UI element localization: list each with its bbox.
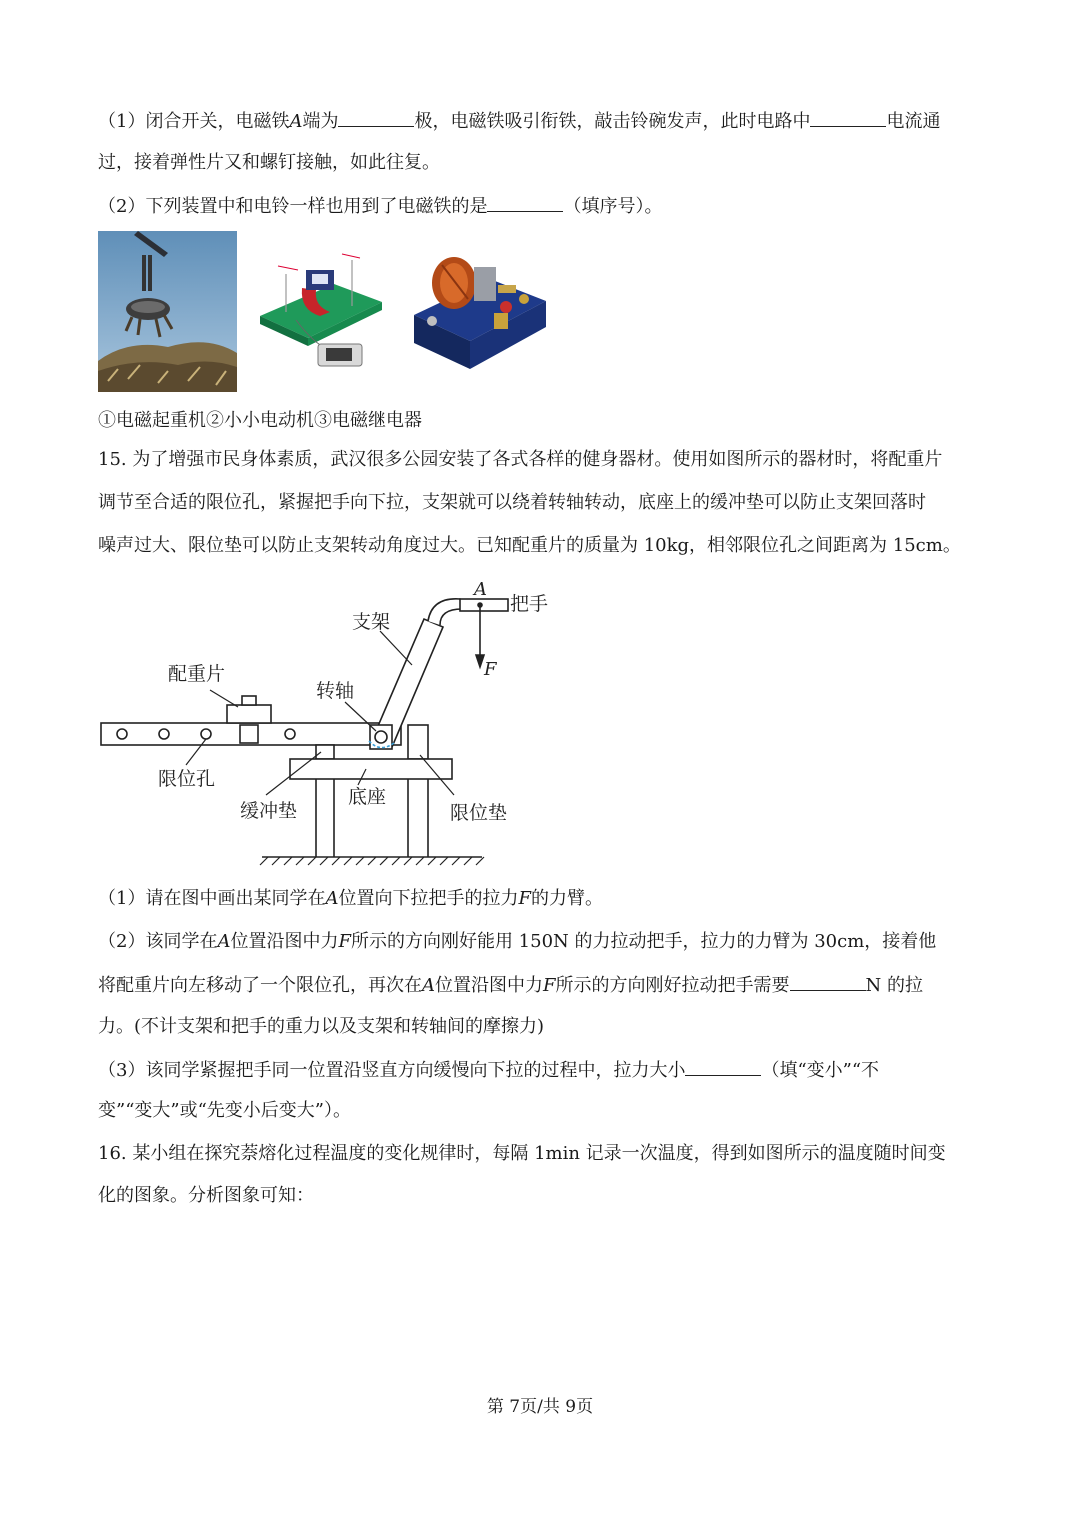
var-A: A (422, 975, 435, 996)
pivot-axis (375, 731, 387, 743)
q15-intro-line1 (98, 448, 942, 472)
var-F: F (338, 931, 351, 952)
photo-small-electric-motor (256, 240, 386, 380)
label-F: F (484, 659, 497, 680)
text: 噪声过大、限位垫可以防止支架转动角度过大。已知配重片的质量为 10kg，相邻限位孔之间距离为 15cm。 (98, 535, 961, 556)
text: （2）该同学在 (98, 931, 218, 952)
photo-electromagnetic-crane (98, 231, 237, 392)
fitness-equipment-figure (90, 575, 560, 870)
buffer-pad (316, 745, 334, 759)
text: 15. 为了增强市民身体素质，武汉很多公园安装了各式各样的健身器材。使用如图所示的器材时，将配重片 (98, 449, 943, 470)
q16-line1 (98, 1142, 946, 1166)
var-A: A (217, 931, 231, 952)
answer-blank-pole[interactable] (338, 108, 414, 127)
text: 所示的方向刚好能用 150N 的力拉动把手，拉力的力臂为 30cm，接着他 (350, 931, 937, 952)
text: （填序号）。 (563, 196, 663, 217)
text: 位置沿图中力 (230, 931, 339, 952)
text: （填“变小”“不 (761, 1060, 880, 1081)
text: 变”“变大”或“先变小后变大”）。 (98, 1100, 352, 1121)
label-handle: 把手 (510, 593, 549, 615)
q16-line2 (98, 1184, 314, 1208)
handle (460, 599, 508, 611)
label-base: 底座 (348, 786, 387, 808)
label-limit-hole: 限位孔 (158, 768, 216, 790)
text: 化的图象。分析图象可知： (98, 1185, 314, 1206)
base (290, 759, 452, 779)
label-stop-pad: 限位垫 (450, 802, 508, 824)
answer-blank-current[interactable] (810, 108, 886, 127)
q14-part1-line1 (98, 108, 940, 134)
text: N 的拉 (865, 975, 923, 996)
q14-part1-line2 (98, 151, 440, 175)
text: （1）闭合开关，电磁铁 (98, 111, 290, 132)
var-F: F (518, 888, 531, 909)
text: 调节至合适的限位孔，紧握把手向下拉，支架就可以绕着转轴转动，底座上的缓冲垫可以防止支架回落时 (98, 492, 926, 513)
text: 过，接着弹性片又和螺钉接触，如此往复。 (98, 152, 440, 173)
text: 将配重片向左移动了一个限位孔，再次在 (98, 975, 422, 996)
answer-blank-devices[interactable] (487, 193, 563, 212)
var-A: A (325, 888, 339, 909)
stop-pad (408, 725, 428, 759)
q15-intro-line3 (98, 534, 961, 558)
text: 电流通 (886, 111, 941, 132)
q15-part1 (98, 887, 603, 911)
answer-blank-force[interactable] (790, 972, 866, 991)
counterweight (227, 705, 271, 723)
answer-blank-force-change[interactable] (685, 1057, 761, 1076)
q15-intro-line2 (98, 491, 926, 515)
text: 力。(不计支架和把手的重力以及支架和转轴间的摩擦力) (98, 1016, 545, 1037)
text: 16. 某小组在探究萘熔化过程温度的变化规律时，每隔 1min 记录一次温度，得到如图所示的温度随时间变 (98, 1143, 946, 1164)
q14-device-caption: ①电磁起重机②小小电动机③电磁继电器 (98, 410, 422, 431)
var-F: F (543, 975, 556, 996)
var-A: A (289, 111, 303, 132)
text: 端为 (302, 111, 339, 132)
label-buffer-pad: 缓冲垫 (240, 800, 298, 822)
label-A: A (474, 579, 487, 600)
q15-part3-line2 (98, 1099, 351, 1123)
label-axis: 转轴 (316, 680, 355, 702)
text: 位置沿图中力 (435, 975, 543, 996)
q15-part2-line3 (98, 1015, 544, 1039)
q15-part2-line1 (98, 930, 936, 954)
q15-part2-line2 (98, 972, 923, 998)
text: （1）请在图中画出某同学在 (98, 888, 326, 909)
text: 位置向下拉把手的拉力 (338, 888, 519, 909)
text: （2）下列装置中和电铃一样也用到了电磁铁的是 (98, 196, 488, 217)
text: 的力臂。 (530, 888, 603, 909)
text: （3）该同学紧握把手同一位置沿竖直方向缓慢向下拉的过程中，拉力大小 (98, 1060, 686, 1081)
text: 极，电磁铁吸引衔铁，敲击铃碗发声，此时电路中 (414, 111, 811, 132)
photo-electromagnetic-relay (410, 245, 550, 375)
text: 所示的方向刚好拉动把手需要 (555, 975, 790, 996)
label-bracket: 支架 (352, 611, 391, 633)
label-counterweight: 配重片 (168, 663, 226, 685)
q15-part3-line1 (98, 1057, 879, 1083)
q14-part2 (98, 193, 662, 219)
page-footer: 第 7页/共 9页 (486, 1397, 594, 1417)
